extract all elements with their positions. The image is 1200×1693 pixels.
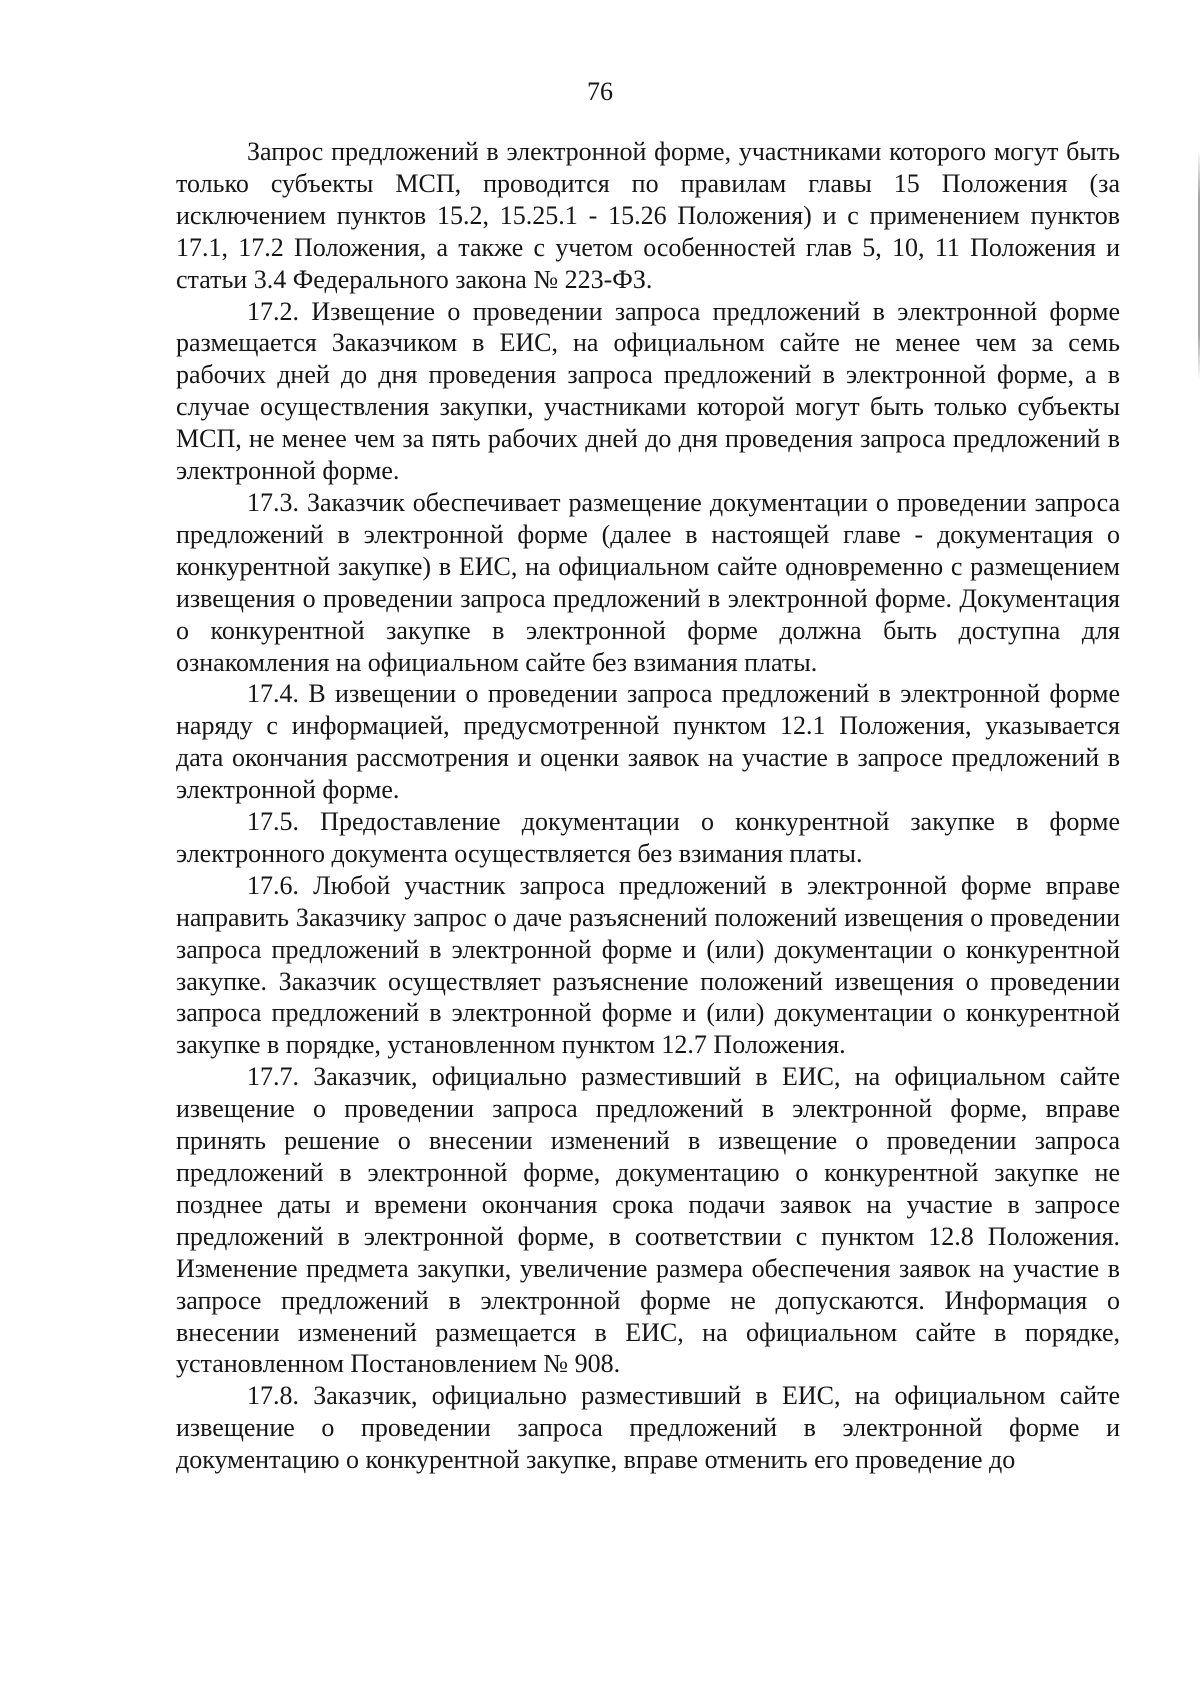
paragraph-text: 17.8. Заказчик, официально разместивший в ЕИС, на официальном сайте извещение о проведении запроса предложений в электронной форме и документацию о конкурентной закупке, вправе отменить его проведение до bbox=[176, 1381, 1127, 1475]
paragraph-17-8 bbox=[176, 1380, 1127, 1476]
paragraph-text: 17.2. Извещение о проведении запроса предложений в электронной форме размещается Заказчиком в ЕИС, на официальном сайте не менее чем за семь рабочих дней до дня проведения запроса предложений в электронной форме, а в случае осуществления закупки, участниками которой могут быть только субъекты МСП, не менее чем за пять рабочих дней до дня проведения запроса предложений в электронной форме. bbox=[176, 296, 1127, 486]
paragraph-17-3 bbox=[176, 487, 1127, 678]
paragraph-text: 17.4. В извещении о проведении запроса предложений в электронной форме наряду с информацией, предусмотренной пунктом 12.1 Положения, указывается дата окончания рассмотрения и оценки заявок на участие в запросе предложений в электронной форме. bbox=[176, 679, 1127, 805]
paragraph-17-5 bbox=[176, 806, 1127, 870]
paragraph-17-6 bbox=[176, 870, 1127, 1061]
paragraph-text: 17.6. Любой участник запроса предложений в электронной форме вправе направить Заказчику запрос о даче разъяснений положений извещения о проведении запроса предложений в электронной форме и (или) документации о конкурентной закупке. Заказчик осуществляет разъяснение положений извещения о проведении запроса предложений в электронной форме и (или) документации о конкурентной закупке в порядке, установленном пунктом 12.7 Положения. bbox=[176, 870, 1127, 1060]
paragraph-17-2 bbox=[176, 296, 1127, 487]
paragraph-intro bbox=[176, 136, 1127, 296]
paragraph-text: 17.3. Заказчик обеспечивает размещение документации о проведении запроса предложений в электронной форме (далее в настоящей главе - документация о конкурентной закупке) в ЕИС, на официальном сайте одновременно с размещением извещения о проведении запроса предложений в электронной форме. Документация о конкурентной закупке в электронной форме должна быть доступна для ознакомления на официальном сайте без взимания платы. bbox=[176, 487, 1127, 677]
document-body bbox=[176, 136, 1127, 1476]
paragraph-text: 17.7. Заказчик, официально разместивший в ЕИС, на официальном сайте извещение о проведении запроса предложений в электронной форме, вправе принять решение о внесении изменений в извещение о проведении запроса предложений в электронной форме, документацию о конкурентной закупке не позднее даты и времени окончания срока подачи заявок на участие в запросе предложений в электронной форме, в соответствии с пунктом 12.8 Положения. Изменение предмета закупки, увеличение размера обеспечения заявок на участие в запросе предложений в электронной форме не допускаются. Информация о внесении изменений размещается в ЕИС, на официальном сайте в порядке, установленном Постановлением № 908. bbox=[176, 1062, 1127, 1379]
paragraph-17-4 bbox=[176, 678, 1127, 806]
paragraph-17-7 bbox=[176, 1061, 1127, 1380]
page-number: 76 bbox=[587, 77, 613, 106]
paragraph-text: 17.5. Предоставление документации о конкурентной закупке в форме электронного документа осуществляется без взимания платы. bbox=[176, 807, 1127, 868]
paragraph-text: Запрос предложений в электронной форме, участниками которого могут быть только субъекты МСП, проводится по правилам главы 15 Положения (за исключением пунктов 15.2, 15.25.1 - 15.26 Положения) и с применением пунктов 17.1, 17.2 Положения, а также с учетом особенностей глав 5, 10, 11 Положения и статьи 3.4 Федерального закона № 223-ФЗ. bbox=[176, 137, 1127, 294]
